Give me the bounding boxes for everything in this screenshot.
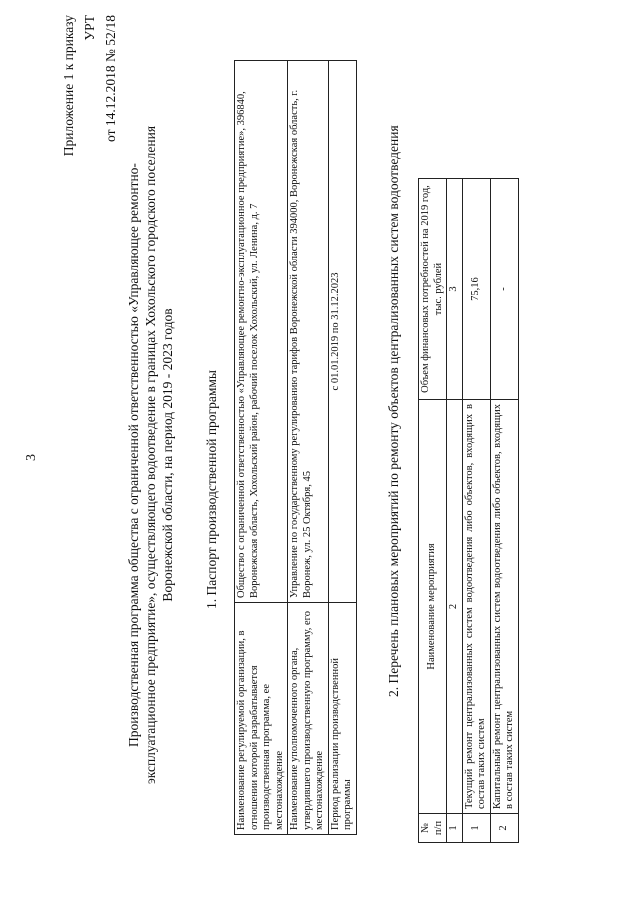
passport-label: Период реализации производственной программы [328,603,356,835]
table-row [328,61,356,835]
table-row [462,179,490,843]
row-name: Капитальный ремонт централизованных систем водоотведения либо объектов, входящих в состав таких систем [490,400,518,814]
table-header-row [419,179,447,843]
table-row [288,61,329,835]
passport-label: Наименование регулируемой организации, в отношении которой разрабатывается производственная программа, ее местонахождение [235,603,288,835]
measures-table [418,178,519,843]
index-cell: 1 [447,814,463,843]
row-name: Текущий ремонт централизованных систем водоотведения либо объектов, входящих в состав таких систем [462,400,490,814]
passport-value: Управление по государственному регулированию тарифов Воронежской области 394000, Воронежская область, г. Воронеж, ул. 25 Октября, 45 [288,61,329,603]
row-value: - [490,179,518,400]
title-line-1: Производственная программа общества с ограниченной ответственностью «Управляющее ремонтно- [126,163,141,747]
index-cell: 2 [447,400,463,814]
row-num: 1 [462,814,490,843]
table-row [490,179,518,843]
header-num: № п/п [419,814,447,843]
index-cell: 3 [447,179,463,400]
appendix-note [58,15,121,165]
table-index-row [447,179,463,843]
passport-label: Наименование уполномоченного органа, утвердившего производственную программу, его местонахождение [288,603,329,835]
title-line-3: Воронежской области, на период 2019 - 2023 годов [160,308,175,602]
title-line-2: эксплуатационное предприятие», осуществляющего водоотведение в границах Хохольского городского поселения [143,125,158,785]
header-volume: Объем финансовых потребностей на 2019 год, тыс. рублей [419,179,447,400]
document-title [125,35,176,875]
passport-value: Общество с ограниченной ответственностью «Управляющее ремонтно-эксплуатационное предприятие», 396840, Воронежская область, Хохольский район, рабочий поселок Хохольский, ул. Ленина, д. 7 [235,61,288,603]
page-number: 3 [24,454,39,461]
table-row [235,61,288,835]
header-name: Наименование мероприятия [419,400,447,814]
appendix-line-1: Приложение 1 к приказу УРТ [61,15,97,157]
passport-value: с 01.01.2019 по 31.12.2023 [328,61,356,603]
passport-heading: 1. Паспорт производственной программы [204,370,219,609]
measures-heading: 2. Перечень плановых мероприятий по ремонту объектов централизованных систем водоотведения [386,125,401,697]
row-num: 2 [490,814,518,843]
passport-table [234,60,357,835]
appendix-line-2: от 14.12.2018 № 52/18 [103,15,118,142]
row-value: 75,16 [462,179,490,400]
